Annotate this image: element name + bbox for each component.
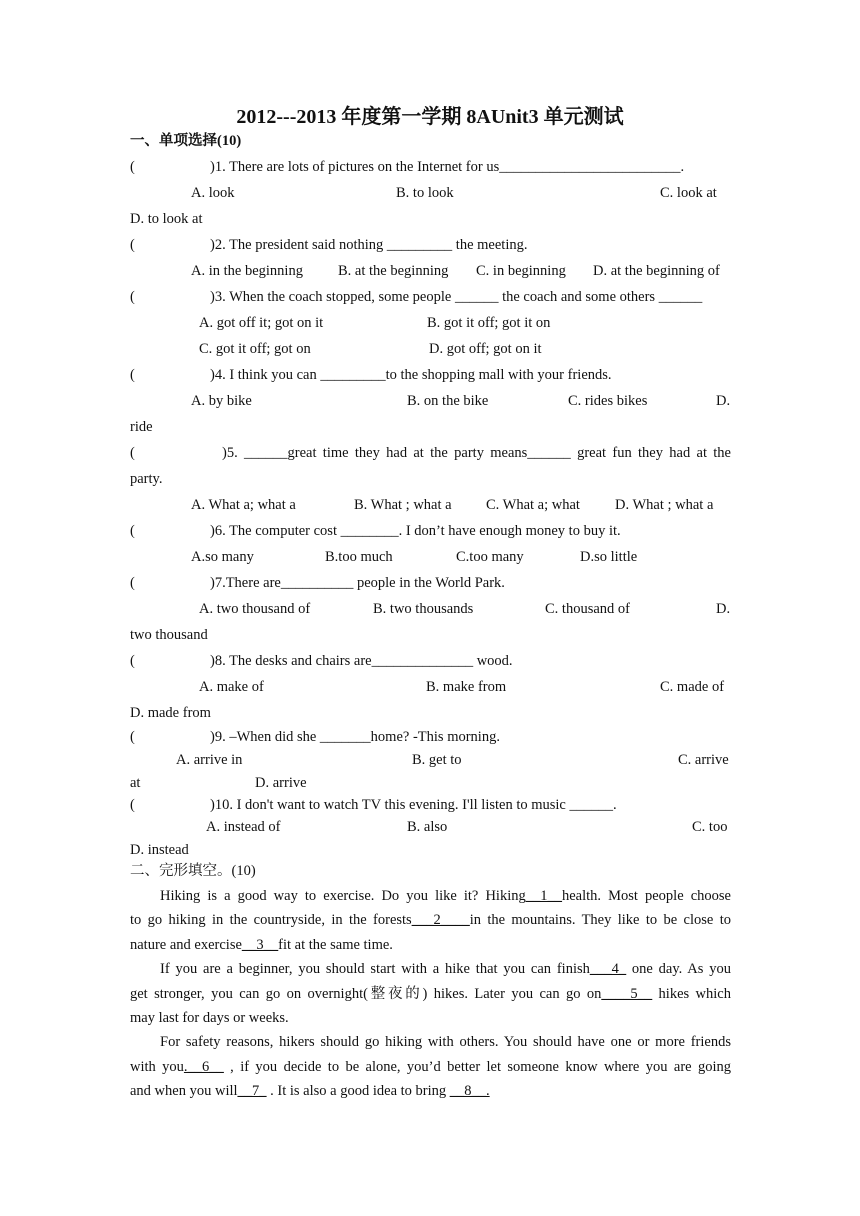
option-d-letter: D. <box>716 601 731 617</box>
cloze-blank-4: ___4_ <box>589 961 627 977</box>
answer-paren: ( <box>130 445 135 461</box>
option-d: ride <box>130 419 153 435</box>
question-7-options-line <box>130 599 731 619</box>
option-d: two thousand <box>130 627 208 643</box>
cloze-text: get stronger, you can go on overnight(整夜的) hikes. Later you can go on____5__ hikes which <box>130 986 731 1002</box>
question-9-stem: )9. –When did she _______home? -This morning. <box>210 729 500 745</box>
option-c: C. got it off; got on <box>199 341 311 357</box>
question-4-option-d-line <box>130 417 731 437</box>
question-5-stem-continued: party. <box>130 471 163 487</box>
cloze-line-5 <box>130 984 731 1004</box>
question-10-option-d-line <box>130 840 731 860</box>
cloze-blank-1: __1__ <box>525 888 562 904</box>
option-b: B. on the bike <box>407 393 489 409</box>
question-2-options-line <box>130 261 731 281</box>
question-10-options-line <box>130 817 731 837</box>
question-9-options-line-2 <box>130 773 731 793</box>
option-c: C. look at <box>660 185 717 201</box>
option-d: D. at the beginning of <box>593 263 720 279</box>
option-a: A. two thousand of <box>199 601 311 617</box>
cloze-line-2 <box>130 910 731 930</box>
question-3-options-line-1 <box>130 313 731 333</box>
option-c: C. too <box>692 819 728 835</box>
answer-paren: ( <box>130 367 135 383</box>
option-d-letter: D. <box>716 393 731 409</box>
question-7-stem: )7.There are__________ people in the World Park. <box>210 575 505 591</box>
answer-paren: ( <box>130 237 135 253</box>
option-a: A. by bike <box>191 393 252 409</box>
answer-paren: ( <box>130 159 135 175</box>
cloze-text: to go hiking in the countryside, in the forests___2____in the mountains. They like to be close to <box>130 912 731 928</box>
option-a: A. instead of <box>206 819 281 835</box>
option-d: D. made from <box>130 705 211 721</box>
question-7-option-d-line <box>130 625 731 645</box>
cloze-line-4 <box>130 959 731 979</box>
question-6-stem: )6. The computer cost ________. I don’t have enough money to buy it. <box>210 523 621 539</box>
question-5-stem-line <box>130 443 731 463</box>
cloze-blank-8: __8__. <box>449 1083 490 1099</box>
option-d: D. instead <box>130 842 189 858</box>
option-b: B. get to <box>412 752 462 768</box>
cloze-text: For safety reasons, hikers should go hiking with others. You should have one or more friends <box>160 1034 731 1050</box>
option-a: A.so many <box>191 549 254 565</box>
question-5-stem-line-2 <box>130 469 731 489</box>
question-1-stem: )1. There are lots of pictures on the Internet for us_________________________. <box>210 159 685 175</box>
cloze-blank-5: ____5__ <box>601 986 653 1002</box>
option-b: B. to look <box>396 185 454 201</box>
option-d: D. to look at <box>130 211 203 227</box>
answer-paren: ( <box>130 289 135 305</box>
question-1-options-line <box>130 183 731 203</box>
question-10-stem: )10. I don't want to watch TV this evening. I'll listen to music ______. <box>210 797 617 813</box>
option-d: D.so little <box>580 549 638 565</box>
answer-paren: ( <box>130 797 135 813</box>
question-9-options-line <box>130 750 731 770</box>
option-d: D. What ; what a <box>615 497 714 513</box>
option-d: D. got off; got on it <box>429 341 542 357</box>
question-2-stem-line <box>130 235 731 255</box>
option-a: A. got off it; got on it <box>199 315 324 331</box>
question-1-option-d-line <box>130 209 731 229</box>
section-heading-cloze: 二、完形填空。(10) <box>130 863 256 879</box>
question-1-stem-line <box>130 157 731 177</box>
option-c: C. What a; what <box>486 497 580 513</box>
cloze-text: may last for days or weeks. <box>130 1010 289 1026</box>
option-a: A. arrive in <box>176 752 243 768</box>
option-c: C.too many <box>456 549 524 565</box>
section-heading-multiple-choice: 一、单项选择(10) <box>130 133 242 149</box>
question-3-options-line-2 <box>130 339 731 359</box>
question-4-options-line <box>130 391 731 411</box>
question-6-stem-line <box>130 521 731 541</box>
answer-paren: ( <box>130 729 135 745</box>
question-9-stem-line <box>130 727 731 747</box>
question-2-stem: )2. The president said nothing _________ the meeting. <box>210 237 528 253</box>
option-b: B. also <box>407 819 448 835</box>
option-a: A. in the beginning <box>191 263 303 279</box>
cloze-blank-7: __7_ <box>237 1083 267 1099</box>
cloze-line-8 <box>130 1057 731 1077</box>
option-c: C. thousand of <box>545 601 630 617</box>
cloze-line-3 <box>130 935 731 955</box>
cloze-text: nature and exercise__3__fit at the same time. <box>130 937 393 953</box>
page-title: 2012---2013 年度第一学期 8AUnit3 单元测试 <box>236 106 624 128</box>
question-7-stem-line <box>130 573 731 593</box>
cloze-blank-6: .__6__ <box>183 1059 224 1075</box>
question-8-stem: )8. The desks and chairs are______________ wood. <box>210 653 513 669</box>
option-b: B. at the beginning <box>338 263 449 279</box>
cloze-text: Hiking is a good way to exercise. Do you like it? Hiking__1__health. Most people choose <box>160 888 731 904</box>
cloze-blank-2: ___2____ <box>411 912 470 928</box>
question-3-stem-line <box>130 287 731 307</box>
answer-paren: ( <box>130 523 135 539</box>
cloze-line-7 <box>130 1032 731 1052</box>
cloze-text: with you.__6__ , if you decide to be alone, you’d better let someone know where you are going <box>130 1059 731 1075</box>
cloze-line-1 <box>130 886 731 906</box>
question-3-stem: )3. When the coach stopped, some people ______ the coach and some others ______ <box>210 289 703 305</box>
option-b: B. two thousands <box>373 601 474 617</box>
option-a: A. look <box>191 185 235 201</box>
answer-paren: ( <box>130 575 135 591</box>
option-a: A. make of <box>199 679 264 695</box>
option-c: C. made of <box>660 679 725 695</box>
cloze-text: and when you will__7_ . It is also a good idea to bring __8__. <box>130 1083 490 1099</box>
option-b: B.too much <box>325 549 393 565</box>
option-c: C. rides bikes <box>568 393 648 409</box>
answer-paren: ( <box>130 653 135 669</box>
option-c-letter: C. arrive <box>678 752 729 768</box>
option-c: at <box>130 775 141 791</box>
option-d: D. arrive <box>255 775 307 791</box>
cloze-blank-3: __3__ <box>241 937 279 953</box>
option-b: B. make from <box>426 679 507 695</box>
cloze-text: If you are a beginner, you should start with a hike that you can finish___4_ one day. As you <box>160 961 731 977</box>
question-4-stem: )4. I think you can _________to the shopping mall with your friends. <box>210 367 612 383</box>
question-10-stem-line <box>130 795 731 815</box>
cloze-line-9 <box>130 1081 731 1101</box>
option-b: B. What ; what a <box>354 497 452 513</box>
option-c: C. in beginning <box>476 263 566 279</box>
option-b: B. got it off; got it on <box>427 315 551 331</box>
question-5-stem: )5. ______great time they had at the party means______ great fun they had at the <box>222 445 731 461</box>
cloze-line-6 <box>130 1008 731 1028</box>
question-4-stem-line <box>130 365 731 385</box>
question-8-option-d-line <box>130 703 731 723</box>
question-8-options-line <box>130 677 731 697</box>
question-6-options-line <box>130 547 731 567</box>
option-a: A. What a; what a <box>191 497 296 513</box>
question-5-options-line <box>130 495 731 515</box>
question-8-stem-line <box>130 651 731 671</box>
